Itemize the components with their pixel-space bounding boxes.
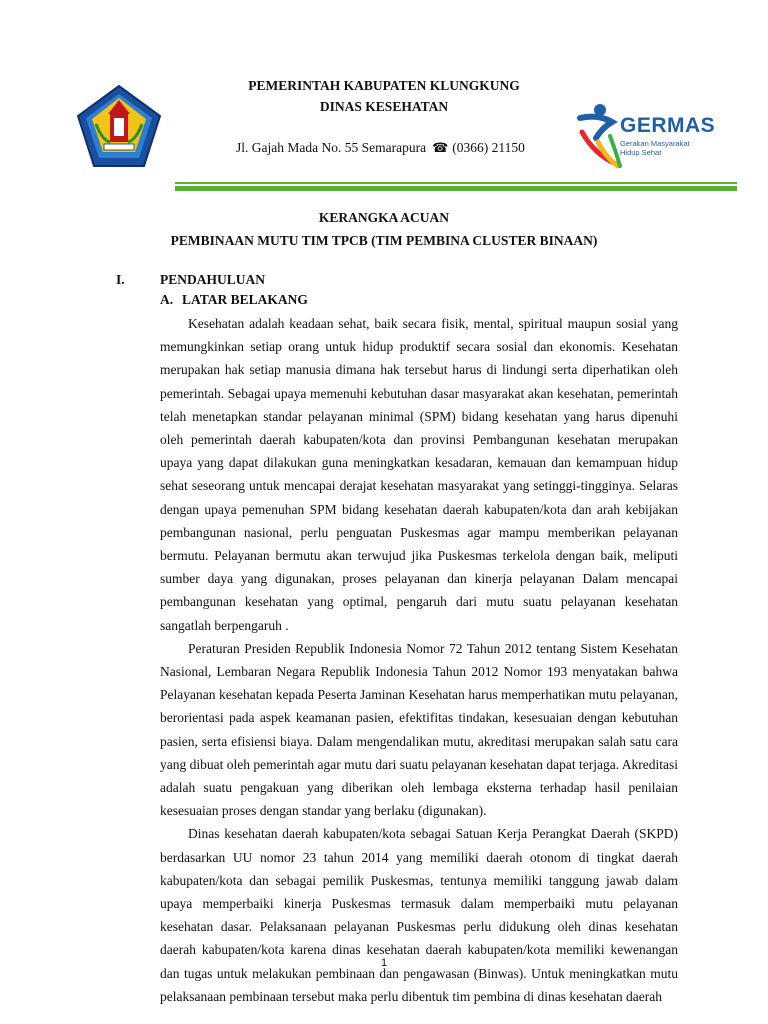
section-number: I. bbox=[116, 272, 125, 287]
address-text: Jl. Gajah Mada No. 55 Semarapura bbox=[236, 140, 427, 155]
germas-wordmark: GERMAS bbox=[620, 114, 716, 137]
klungkung-emblem-logo bbox=[76, 84, 162, 168]
document-title: KERANGKA ACUAN bbox=[318, 210, 450, 225]
address-line bbox=[236, 140, 525, 156]
paragraph-2: Peraturan Presiden Republik Indonesia Nomor 72 Tahun 2012 tentang Sistem Kesehatan Nasional, Lembaran Negara Republik Indonesia Tahun 2012 Nomor 193 menyatakan bahwa Pelayanan kesehatan kepada Peserta Jaminan Kesehatan harus memperhatikan mutu pelayanan, berorientasi pada aspek keamanan pasien, efektifitas tindakan, kesesuaian dengan kebutuhan pasien, serta efisiensi biaya. Dalam mengendalikan mutu, akreditasi merupakan salah satu cara yang dibuat oleh pemerintah agar mutu dari suatu pelayanan kesehatan dapat terjaga. Akreditasi adalah suatu pengakuan yang diberikan oleh lembaga eksterna terhadap hasil penilaian kesesuaian proses dengan standar yang berlaku (digunakan). bbox=[160, 640, 678, 819]
body-text bbox=[160, 312, 678, 1008]
subsection-letter: A. bbox=[160, 292, 174, 307]
document-subtitle: PEMBINAAN MUTU TIM TPCB (TIM PEMBINA CLUSTER BINAAN) bbox=[170, 233, 598, 248]
header-divider-thin bbox=[175, 182, 737, 184]
germas-tagline: Gerakan Masyarakat Hidup Sehat bbox=[620, 139, 690, 157]
section-title: PENDAHULUAN bbox=[160, 272, 266, 287]
agency-name: DINAS KESEHATAN bbox=[319, 99, 449, 114]
subsection-title: LATAR BELAKANG bbox=[182, 292, 308, 307]
paragraph-1: Kesehatan adalah keadaan sehat, baik secara fisik, mental, spiritual maupun sosial yang memungkinkan setiap orang untuk hidup produktif secara sosial dan ekonomis. Kesehatan merupakan hak setiap manusia dimana hak tersebut harus di lindungi serta diperhatikan oleh pemerintah. Sebagai upaya memenuhi kebutuhan dasar masyarakat akan kesehatan, pemerintah telah menetapkan standar pelayanan minimal (SPM) bidang kesehatan yang harus dipenuhi oleh pemerintah daerah kabupaten/kota dan provinsi Pembangunan kesehatan merupakan upaya yang dapat dilakukan guna meningkatkan kesadaran, kemauan dan kemampuan hidup sehat seseorang untuk mencapai derajat kesehatan masyarakat yang setinggi-tingginya. Selaras dengan upaya pemenuhan SPM bidang kesehatan daerah kabupaten/kota dan arah kebijakan pembangunan nasional, perlu penguatan Puskesmas agar mampu memberikan pelayanan bermutu. Pelayanan bermutu akan terwujud jika Puskesmas terkelola dengan baik, meliputi sumber daya yang digunakan, proses pelayanan dan kinerja pelayanan Dalam mencapai pembangunan kesehatan yang optimal, pengaruh dari mutu suatu pelayanan kesehatan sangatlah berpengaruh . bbox=[160, 316, 678, 633]
paragraph-3: Dinas kesehatan daerah kabupaten/kota sebagai Satuan Kerja Perangkat Daerah (SKPD) berdasarkan UU nomor 23 tahun 2014 yang memiliki daerah otonom di tingkat daerah kabupaten/kota dan sebagai pemilik Puskesmas, tentunya memiliki tanggung jawab dalam upaya memperbaiki kinerja Puskesmas termasuk dalam memperbaiki mutu pelayanan kesehatan dasar. Pelaksanaan pelayanan Puskesmas perlu didukung oleh dinas kesehatan daerah kabupaten/kota karena dinas kesehatan daerah kabupaten/kota memiliki kewenangan dan tugas untuk melakukan pembinaan dan pengawasan (Binwas). Untuk meningkatkan mutu pelaksanaan pembinaan tersebut maka perlu dibentuk tim pembina di dinas kesehatan daerah bbox=[160, 826, 678, 1004]
government-name: PEMERINTAH KABUPATEN KLUNGKUNG bbox=[248, 78, 520, 93]
letterhead bbox=[0, 0, 768, 200]
subsection-heading bbox=[160, 292, 308, 308]
phone-number: (0366) 21150 bbox=[452, 140, 525, 155]
header-divider-thick bbox=[175, 186, 737, 191]
telephone-icon: ☎ bbox=[432, 141, 449, 156]
page-number: 1 bbox=[380, 957, 388, 969]
